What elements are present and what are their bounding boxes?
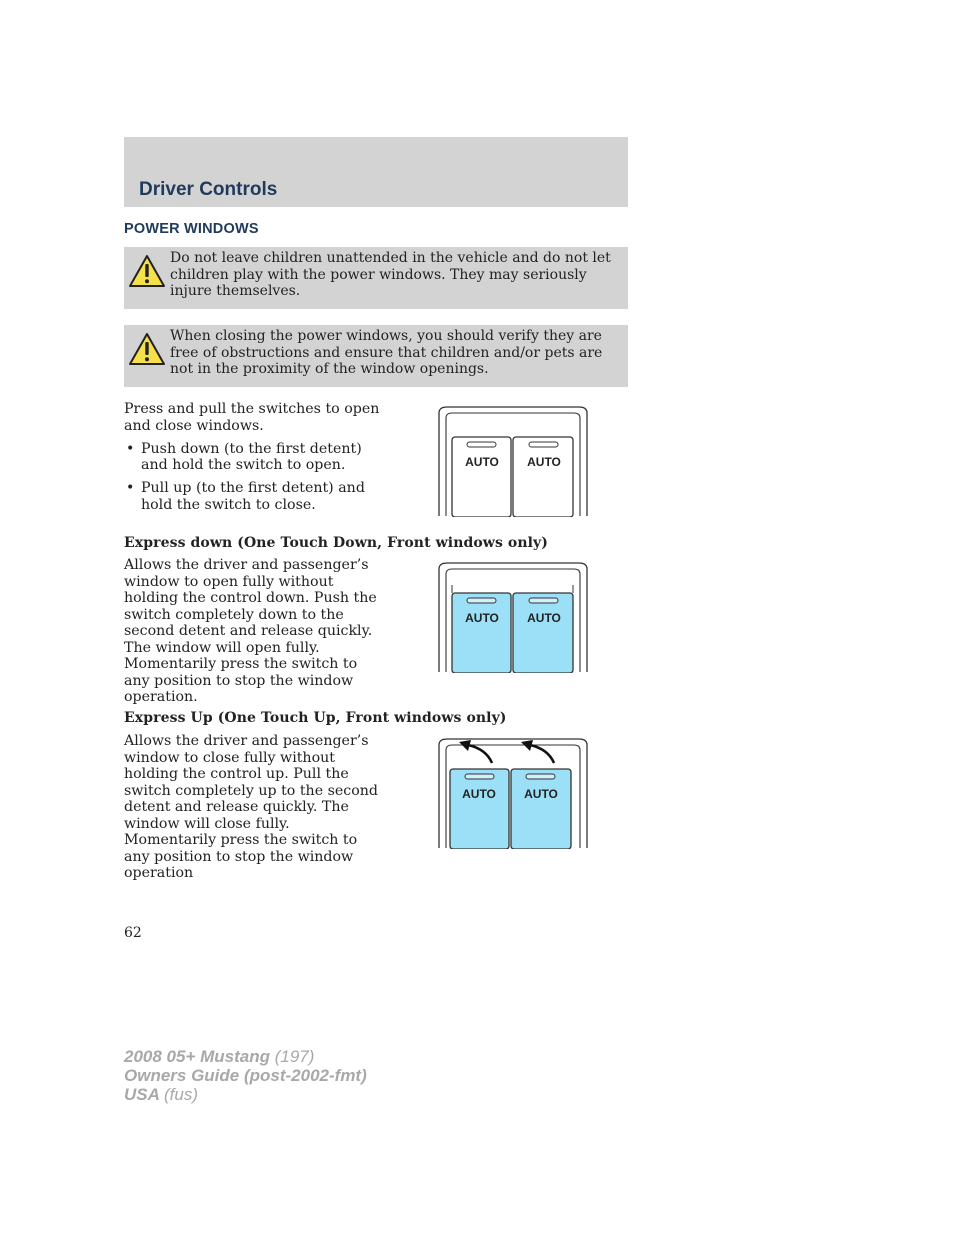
intro-text: Press and pull the switches to open and close windows. (124, 401, 380, 434)
warning-text: Do not leave children unattended in the vehicle and do not let children play with the power windows. They may seriously injure themselves. (170, 250, 611, 300)
warning-box-children (124, 247, 628, 309)
document-footer (124, 1047, 367, 1104)
list-item: • Pull up (to the first detent) and hold the switch to close. (124, 480, 384, 513)
pull-up-arrow-icon (459, 740, 492, 763)
auto-label: AUTO (465, 455, 499, 469)
intro-block (124, 401, 384, 513)
express-up-text: Allows the driver and passenger’s window to close fully without holding the control up. Pull the switch completely up to the second detent and release quickly. The window will close fully. Momentarily press the switch to any position to stop the window operation (124, 733, 378, 881)
warning-text: When closing the power windows, you should verify they are free of obstructions and ensure that children and/or pets are not in the proximity of the window openings. (170, 328, 603, 378)
auto-label: AUTO (465, 611, 499, 625)
header-band (124, 137, 628, 207)
list-item: • Push down (to the first detent) and hold the switch to open. (124, 441, 384, 474)
window-switch-illustration-down (438, 561, 588, 673)
auto-label: AUTO (462, 787, 496, 801)
auto-label: AUTO (524, 787, 558, 801)
page-number: 62 (124, 925, 142, 941)
express-up-heading: Express Up (One Touch Up, Front windows only) (124, 710, 507, 726)
pull-up-arrow-icon (521, 740, 554, 763)
footer-market: USA (124, 1085, 160, 1104)
window-switch-illustration-neutral (438, 405, 588, 517)
window-switch-illustration-up (438, 737, 588, 849)
express-down-heading: Express down (One Touch Down, Front windows only) (124, 535, 549, 551)
bullet-list (124, 441, 384, 514)
footer-model-code: (197) (274, 1047, 315, 1066)
auto-label: AUTO (527, 455, 561, 469)
footer-guide: Owners Guide (post-2002-fmt) (124, 1066, 367, 1085)
warning-triangle-icon (128, 332, 166, 366)
warning-box-obstructions (124, 325, 628, 387)
auto-label: AUTO (527, 611, 561, 625)
footer-model: 2008 05+ Mustang (124, 1047, 270, 1066)
footer-market-code: (fus) (164, 1085, 198, 1104)
warning-triangle-icon (128, 254, 166, 288)
section-header: Driver Controls (139, 179, 278, 200)
express-down-text: Allows the driver and passenger’s window to open fully without holding the control down. Push the switch completely down to the second detent and release quickly. The window will open fully. Momentarily press the switch to any position to stop the window operation. (124, 557, 377, 705)
page-title: POWER WINDOWS (124, 221, 259, 237)
